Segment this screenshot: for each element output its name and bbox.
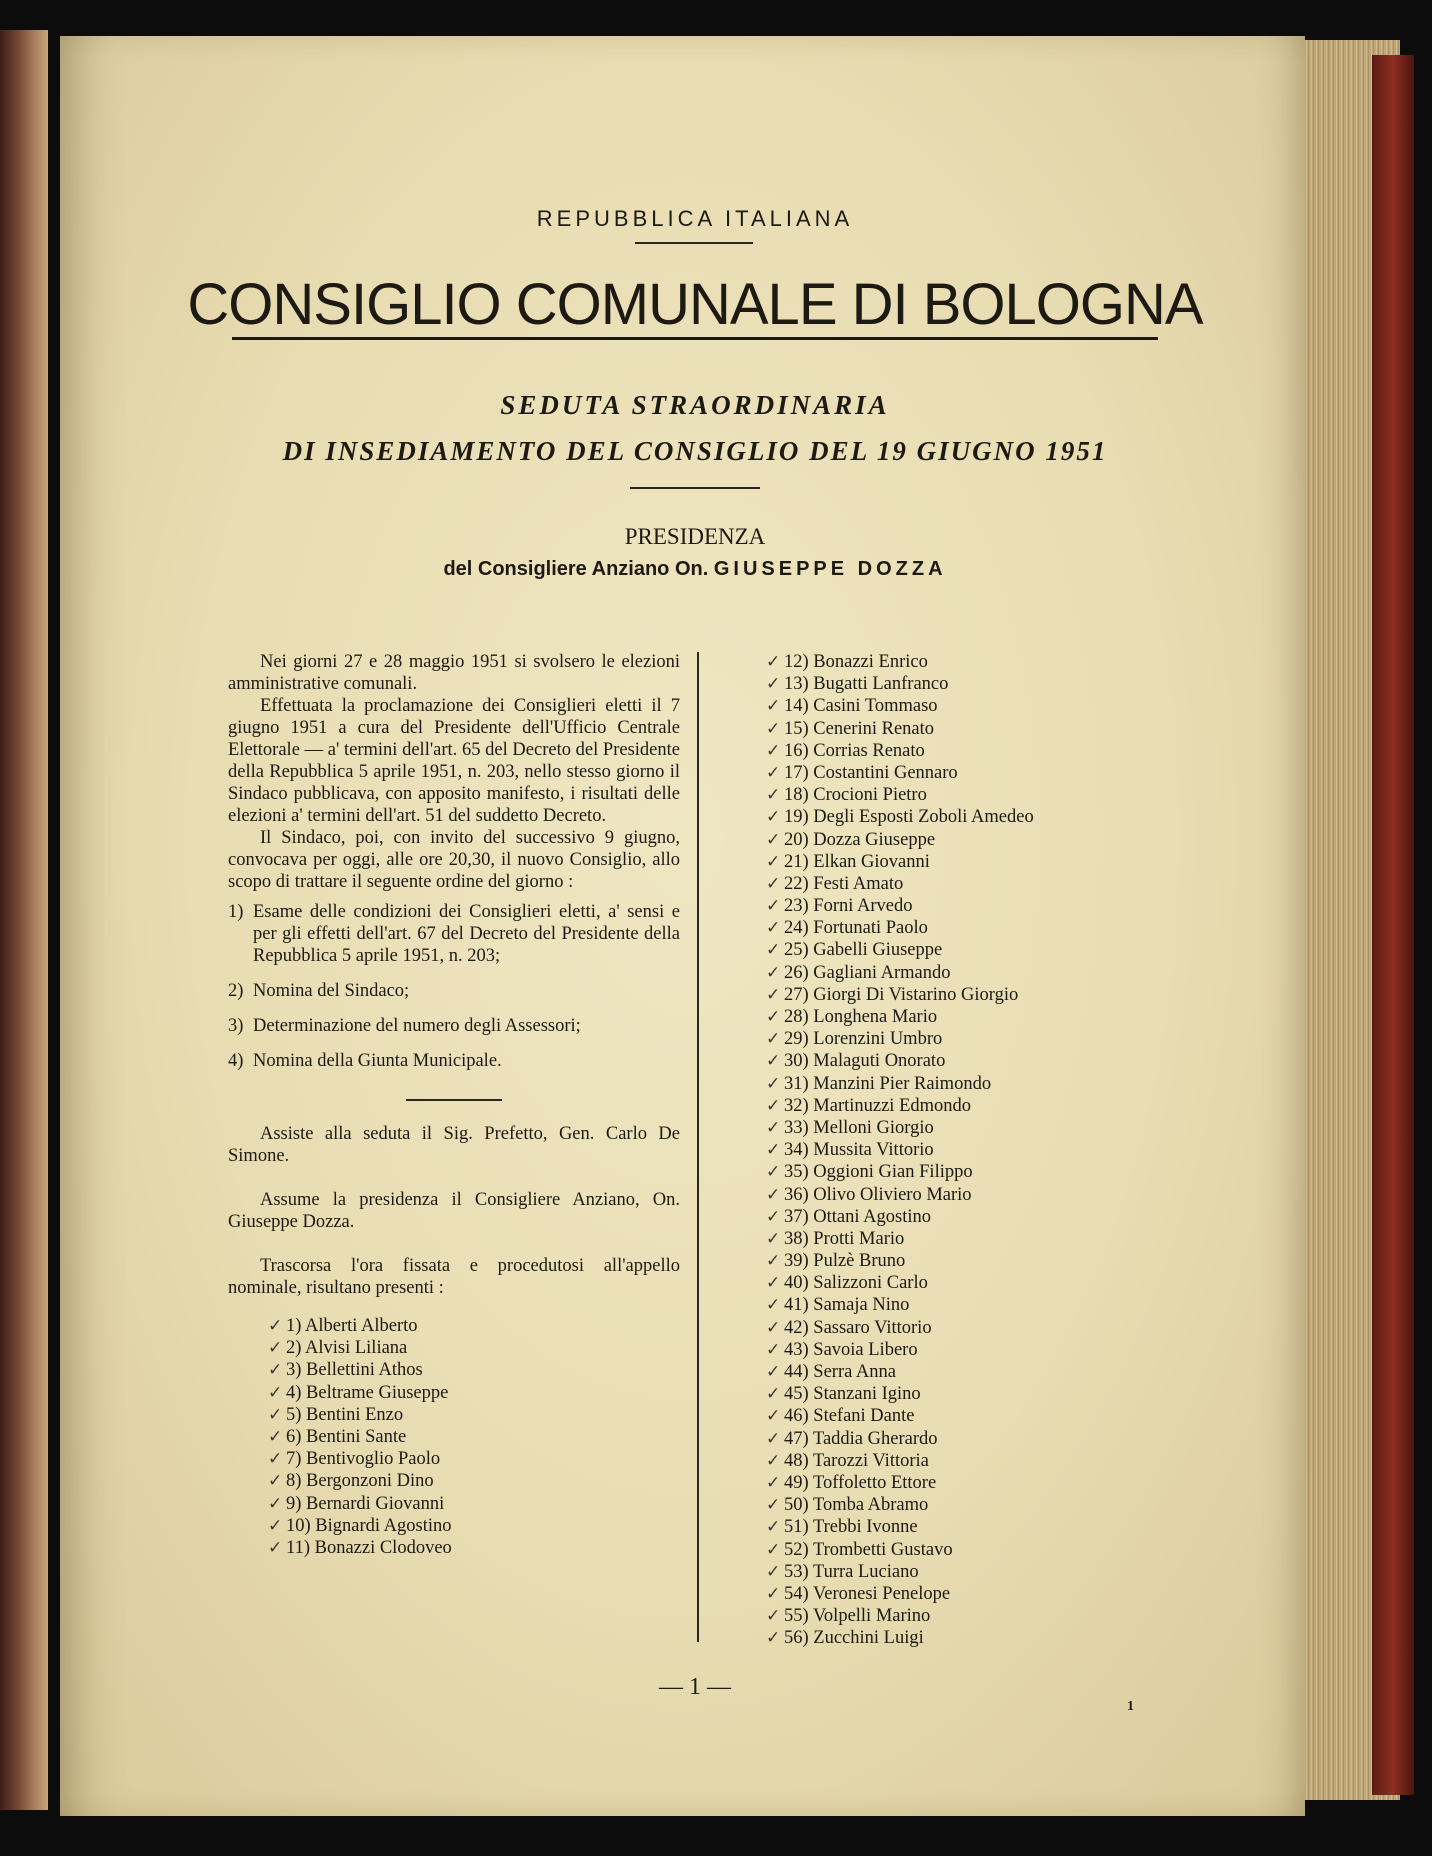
attendee-name: 31) Manzini Pier Raimondo [784,1073,992,1094]
checkmark-icon: ✓ [766,740,781,761]
attendee-item [766,806,1326,828]
attendee-item [766,673,1326,695]
attendee-name: 25) Gabelli Giuseppe [784,940,943,961]
attendee-name: 6) Bentini Sante [286,1426,407,1447]
attendee-name: 47) Taddia Gherardo [784,1428,938,1449]
attendee-item [766,829,1326,851]
attendee-item [766,762,1326,784]
checkmark-icon: ✓ [766,851,781,872]
attendee-item [766,939,1326,961]
attendee-item [766,1561,1326,1583]
checkmark-icon: ✓ [268,1537,283,1558]
attendee-item [766,1006,1326,1028]
paragraph: Effettuata la proclamazione dei Consiglieri eletti il 7 giugno 1951 a cura del Presidente dell'Ufficio Centrale Elettorale — a' termini dell'art. 65 del Decreto del Presidente della Repubblica 5 aprile 1951, n. 203, nello stesso giorno il Sindaco pubblicava, con apposito manifesto, i risultati delle elezioni a' termini dell'art. 51 del suddetto Decreto. [228,696,680,826]
attendance-list-right [766,651,1326,1649]
attendee-item [766,984,1326,1006]
attendee-item [766,1272,1326,1294]
checkmark-icon: ✓ [766,873,781,894]
checkmark-icon: ✓ [766,1051,781,1072]
attendee-name: 1) Alberti Alberto [286,1316,418,1336]
attendee-name: 30) Malaguti Onorato [784,1051,946,1072]
paragraph: Assiste alla seduta il Sig. Prefetto, Gen. Carlo De Simone. [228,1124,680,1166]
attendee-item [268,1470,680,1492]
attendee-name: 24) Fortunati Paolo [784,918,928,939]
right-column [766,651,1326,1649]
attendee-item [766,1494,1326,1516]
attendee-item [268,1426,680,1448]
attendee-name: 22) Festi Amato [784,873,904,894]
attendee-item [268,1404,680,1426]
paragraph: Nei giorni 27 e 28 maggio 1951 si svolsero le elezioni amministrative comunali. [228,652,680,694]
checkmark-icon: ✓ [766,1073,781,1094]
divider [630,487,760,489]
checkmark-icon: ✓ [766,918,781,939]
attendee-item [766,1250,1326,1272]
attendee-item [766,1472,1326,1494]
attendee-item [766,1028,1326,1050]
attendee-name: 48) Tarozzi Vittoria [784,1450,929,1471]
agenda-number: 2) [228,981,244,1001]
checkmark-icon: ✓ [766,1095,781,1116]
agenda-item [228,1050,680,1072]
attendee-name: 40) Salizzoni Carlo [784,1273,928,1294]
attendee-name: 15) Cenerini Renato [784,718,935,739]
attendee-name: 41) Samaja Nino [784,1295,910,1316]
attendee-item [766,1361,1326,1383]
left-column [228,651,680,1559]
agenda-number: 1) [228,902,244,922]
checkmark-icon: ✓ [766,1472,781,1493]
checkmark-icon: ✓ [766,1517,781,1538]
attendee-name: 12) Bonazzi Enrico [784,652,928,672]
checkmark-icon: ✓ [766,1339,781,1360]
attendee-name: 20) Dozza Giuseppe [784,829,936,850]
attendee-name: 46) Stefani Dante [784,1406,915,1427]
checkmark-icon: ✓ [766,896,781,917]
checkmark-icon: ✓ [766,1539,781,1560]
attendee-name: 45) Stanzani Igino [784,1384,921,1405]
attendee-name: 28) Longhena Mario [784,1007,938,1027]
attendee-item [268,1382,680,1404]
attendee-item [766,784,1326,806]
attendee-name: 26) Gagliani Armando [784,962,951,983]
attendee-name: 5) Bentini Enzo [286,1404,404,1425]
checkmark-icon: ✓ [766,696,781,717]
attendee-item [766,695,1326,717]
attendee-item [766,1228,1326,1250]
attendee-item [766,1339,1326,1361]
attendee-name: 17) Costantini Gennaro [784,762,958,783]
attendee-name: 42) Sassaro Vittorio [784,1317,932,1338]
attendee-item [268,1448,680,1470]
attendee-name: 14) Casini Tommaso [784,696,938,717]
folio-number: 1 [1127,1699,1134,1714]
attendance-list-left [268,1315,680,1559]
checkmark-icon: ✓ [268,1360,283,1381]
attendee-name: 19) Degli Esposti Zoboli Amedeo [784,807,1034,828]
attendee-item [766,873,1326,895]
checkmark-icon: ✓ [766,807,781,828]
attendee-item [766,1139,1326,1161]
attendee-item [766,1206,1326,1228]
attendee-name: 27) Giorgi Di Vistarino Giorgio [784,984,1019,1005]
agenda-text: Determinazione del numero degli Assessori; [253,1016,581,1036]
attendee-item [766,1050,1326,1072]
session-description: DI INSEDIAMENTO DEL CONSIGLIO DEL 19 GIUGNO 1951 [282,436,1108,466]
checkmark-icon: ✓ [268,1338,283,1359]
checkmark-icon: ✓ [766,1317,781,1338]
attendee-name: 16) Corrias Renato [784,740,925,761]
attendee-name: 50) Tomba Abramo [784,1495,929,1516]
attendee-item [766,651,1326,673]
agenda-number: 4) [228,1051,244,1071]
checkmark-icon: ✓ [766,1583,781,1604]
checkmark-icon: ✓ [766,1495,781,1516]
checkmark-icon: ✓ [268,1382,283,1403]
president-name: GIUSEPPE DOZZA [713,558,947,580]
attendee-item [766,962,1326,984]
attendee-name: 32) Martinuzzi Edmondo [784,1095,972,1116]
attendee-item [766,917,1326,939]
agenda-item [228,1015,680,1037]
attendee-item [766,1605,1326,1627]
agenda-text: Nomina della Giunta Municipale. [253,1051,502,1071]
checkmark-icon: ✓ [268,1316,283,1336]
attendee-name: 43) Savoia Libero [784,1339,918,1360]
paragraph: Il Sindaco, poi, con invito del successivo 9 giugno, convocava per oggi, alle ore 20,30, il nuovo Consiglio, allo scopo di trattare il seguente ordine del giorno : [228,828,680,892]
attendee-name: 7) Bentivoglio Paolo [286,1449,441,1470]
attendee-name: 53) Turra Luciano [784,1561,919,1582]
checkmark-icon: ✓ [766,1140,781,1161]
attendee-item [766,1383,1326,1405]
attendee-name: 54) Veronesi Penelope [784,1583,951,1604]
page-title: CONSIGLIO COMUNALE DI BOLOGNA [187,272,1203,337]
attendee-item [766,740,1326,762]
attendee-item [766,1583,1326,1605]
attendee-item [766,1184,1326,1206]
attendee-name: 11) Bonazzi Clodoveo [286,1537,452,1558]
checkmark-icon: ✓ [766,1295,781,1316]
attendee-item [268,1537,680,1559]
checkmark-icon: ✓ [268,1515,283,1536]
book-spine [0,30,48,1810]
agenda-text: Nomina del Sindaco; [253,981,410,1001]
checkmark-icon: ✓ [268,1471,283,1492]
attendee-item [766,895,1326,917]
checkmark-icon: ✓ [766,1007,781,1027]
attendee-name: 3) Bellettini Athos [286,1360,423,1381]
checkmark-icon: ✓ [766,1450,781,1471]
agenda-text: Esame delle condizioni dei Consiglieri eletti, a' sensi e per gli effetti dell'art. 67 del Decreto del Presidente della Repubblica 5 aprile 1951, n. 203; [253,902,680,966]
checkmark-icon: ✓ [268,1404,283,1425]
attendee-item [268,1359,680,1381]
session-type: SEDUTA STRAORDINARIA [500,390,890,420]
checkmark-icon: ✓ [766,674,781,695]
attendee-name: 49) Toffoletto Ettore [784,1472,937,1493]
checkmark-icon: ✓ [268,1493,283,1514]
checkmark-icon: ✓ [766,984,781,1005]
checkmark-icon: ✓ [766,652,781,672]
attendee-name: 37) Ottani Agostino [784,1206,931,1227]
document-page [60,36,1305,1816]
attendee-item [766,851,1326,873]
attendee-item [766,1627,1326,1649]
checkmark-icon: ✓ [268,1449,283,1470]
attendee-item [766,1428,1326,1450]
checkmark-icon: ✓ [766,1251,781,1272]
checkmark-icon: ✓ [766,962,781,983]
divider [635,242,753,244]
checkmark-icon: ✓ [766,1561,781,1582]
checkmark-icon: ✓ [766,1029,781,1050]
checkmark-icon: ✓ [766,718,781,739]
checkmark-icon: ✓ [766,1362,781,1382]
attendee-item [766,1073,1326,1095]
attendee-name: 51) Trebbi Ivonne [784,1517,918,1538]
checkmark-icon: ✓ [766,1628,781,1649]
attendee-name: 55) Volpelli Marino [784,1606,931,1627]
attendee-name: 4) Beltrame Giuseppe [286,1382,449,1403]
checkmark-icon: ✓ [766,1384,781,1405]
attendee-name: 13) Bugatti Lanfranco [784,674,949,695]
agenda-item [228,980,680,1002]
checkmark-icon: ✓ [766,1117,781,1138]
checkmark-icon: ✓ [766,1606,781,1627]
page-number: — 1 — [659,1674,731,1700]
attendee-item [268,1315,680,1337]
attendee-name: 34) Mussita Vittorio [784,1140,934,1161]
checkmark-icon: ✓ [268,1426,283,1447]
checkmark-icon: ✓ [766,1406,781,1427]
attendee-name: 52) Trombetti Gustavo [784,1539,953,1560]
attendee-name: 44) Serra Anna [784,1362,896,1382]
attendee-item [268,1493,680,1515]
attendee-name: 2) Alvisi Liliana [286,1338,408,1359]
attendee-item [268,1515,680,1537]
checkmark-icon: ✓ [766,762,781,783]
attendee-name: 33) Melloni Giorgio [784,1117,934,1138]
attendee-item [766,718,1326,740]
paragraph: Trascorsa l'ora fissata e procedutosi all'appello nominale, risultano presenti : [228,1256,680,1298]
checkmark-icon: ✓ [766,1428,781,1449]
attendee-item [766,1450,1326,1472]
attendee-name: 18) Crocioni Pietro [784,785,927,806]
attendee-item [766,1539,1326,1561]
attendee-item [766,1405,1326,1427]
agenda-item [228,901,680,967]
checkmark-icon: ✓ [766,829,781,850]
attendee-item [766,1516,1326,1538]
attendee-name: 39) Pulzè Bruno [784,1251,906,1272]
divider [406,1099,502,1101]
agenda-number: 3) [228,1016,244,1036]
presidency-heading: PRESIDENZA [624,524,766,549]
attendee-name: 56) Zucchini Luigi [784,1628,924,1649]
attendee-item [766,1294,1326,1316]
book-cover-edge [1372,55,1414,1795]
attendee-item [268,1337,680,1359]
attendee-name: 10) Bignardi Agostino [286,1515,452,1536]
attendee-name: 8) Bergonzoni Dino [286,1471,434,1492]
attendee-name: 9) Bernardi Giovanni [286,1493,445,1514]
paragraph: Assume la presidenza il Consigliere Anziano, On. Giuseppe Dozza. [228,1190,680,1232]
attendee-name: 35) Oggioni Gian Filippo [784,1162,973,1183]
checkmark-icon: ✓ [766,1184,781,1205]
presidency-line [60,558,1330,581]
checkmark-icon: ✓ [766,1228,781,1249]
checkmark-icon: ✓ [766,1206,781,1227]
attendee-item [766,1117,1326,1139]
republic-header: REPUBBLICA ITALIANA [536,206,854,231]
checkmark-icon: ✓ [766,785,781,806]
checkmark-icon: ✓ [766,1273,781,1294]
attendee-item [766,1095,1326,1117]
attendee-name: 38) Protti Mario [784,1228,905,1249]
column-divider [697,652,699,1642]
agenda-list [228,901,680,1072]
presidency-label: del Consigliere Anziano On. [443,558,709,580]
attendee-item [766,1317,1326,1339]
title-underline [232,337,1158,340]
checkmark-icon: ✓ [766,940,781,961]
attendee-name: 29) Lorenzini Umbro [784,1029,943,1050]
attendee-name: 36) Olivo Oliviero Mario [784,1184,972,1205]
checkmark-icon: ✓ [766,1162,781,1183]
attendee-name: 23) Forni Arvedo [784,896,913,917]
attendee-name: 21) Elkan Giovanni [784,851,930,872]
attendee-item [766,1161,1326,1183]
